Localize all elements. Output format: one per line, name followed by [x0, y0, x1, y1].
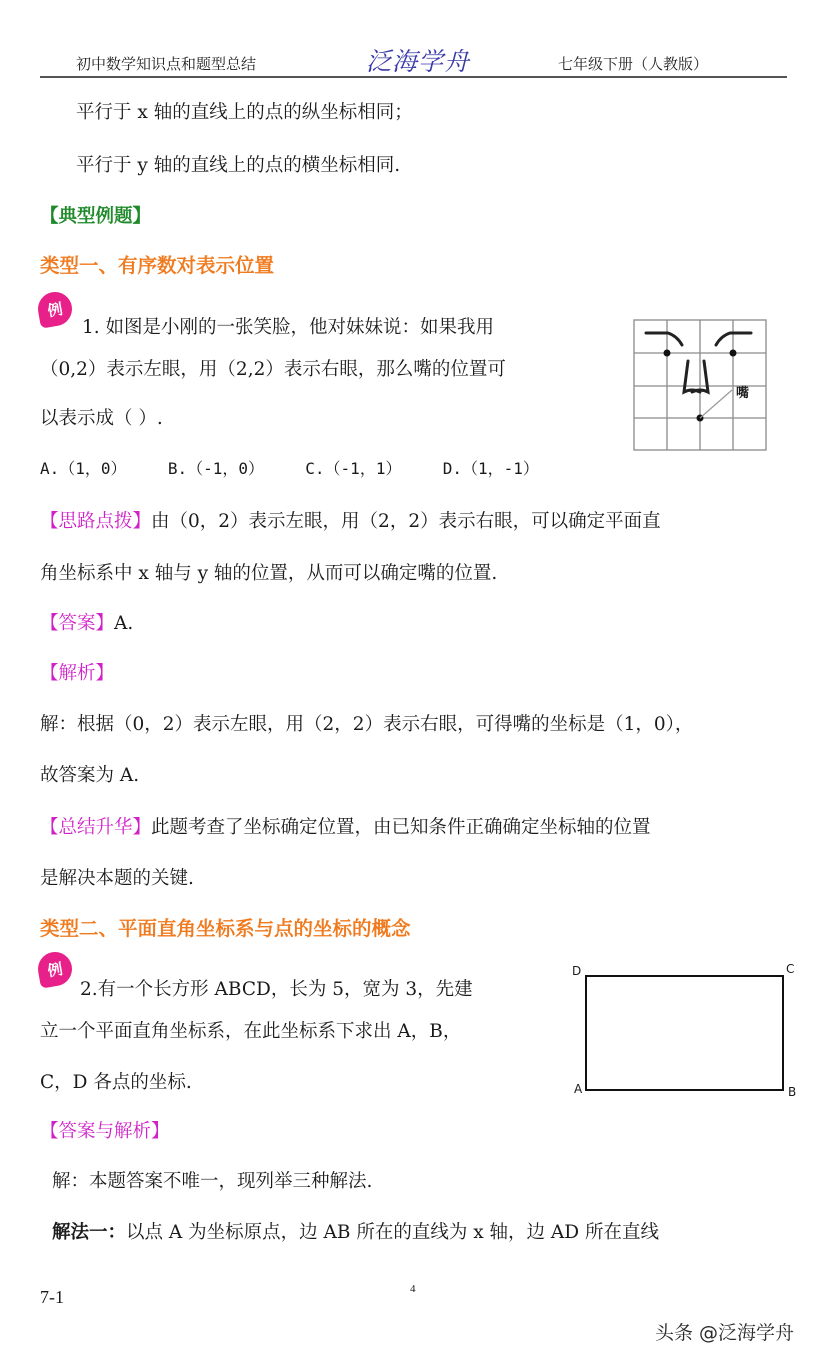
rectangle-abcd-figure [570, 960, 800, 1100]
solution-intro: 解：本题答案不唯一，现列举三种解法. [52, 1171, 373, 1192]
analysis-label: 【解析】 [40, 663, 115, 684]
mouth-label: 嘴 [736, 386, 750, 401]
vertex-a-label: A [574, 1082, 583, 1096]
vertex-d-label: D [572, 964, 582, 978]
answer-value: A. [114, 613, 134, 634]
vertex-b-label: B [788, 1085, 797, 1099]
header-logo: 泛海学舟 [366, 47, 471, 76]
q1-options [40, 456, 539, 479]
method1-label: 解法一： [52, 1222, 127, 1243]
q1-line-2: （0,2）表示左眼，用（2,2）表示右眼，那么嘴的位置可 [40, 359, 506, 380]
example-badge-icon: 例 [35, 949, 74, 988]
hint-line-1: 【思路点拨】由（0，2）表示左眼，用（2，2）表示右眼，可以确定平面直 [40, 511, 661, 532]
watermark: 头条 @泛海学舟 [655, 1322, 795, 1344]
type2-title: 类型二、平面直角坐标系与点的坐标的概念 [40, 917, 411, 940]
summary-line-1: 【总结升华】此题考查了坐标确定位置，由已知条件正确确定坐标轴的位置 [40, 817, 651, 838]
intro-line-1: 平行于 x 轴的直线上的点的纵坐标相同； [76, 102, 413, 123]
q2-line-2: 立一个平面直角坐标系，在此坐标系下求出 A，B， [40, 1021, 462, 1042]
header-grade: 七年级下册（人教版） [558, 55, 709, 73]
type1-title: 类型一、有序数对表示位置 [40, 254, 275, 277]
header-divider [40, 76, 787, 78]
q1-line-3: 以表示成（ ）. [40, 408, 163, 429]
q2-line-3: C，D 各点的坐标. [40, 1072, 192, 1093]
q1-line-1: 1. 如图是小刚的一张笑脸，他对妹妹说：如果我用 [82, 317, 495, 338]
header-subject: 初中数学知识点和题型总结 [76, 55, 257, 73]
footer-code: 7-1 [40, 1287, 64, 1307]
hint-label: 【思路点拨】 [40, 511, 152, 532]
analysis-line-2: 故答案为 A. [40, 765, 140, 786]
option-d[interactable]: D.（1，-1） [442, 459, 539, 478]
option-a[interactable]: A.（1，0） [40, 459, 127, 478]
option-b[interactable]: B.（-1，0） [167, 459, 264, 478]
section-title: 【典型例题】 [40, 206, 152, 227]
vertex-c-label: C [786, 962, 795, 976]
analysis-line-1: 解：根据（0，2）表示左眼，用（2，2）表示右眼，可得嘴的坐标是（1，0）， [40, 714, 694, 735]
intro-line-2: 平行于 y 轴的直线上的点的横坐标相同. [76, 155, 401, 176]
answer-line [40, 609, 133, 635]
summary-line-2: 是解决本题的关键. [40, 868, 194, 889]
answer-analysis-label: 【答案与解析】 [40, 1121, 170, 1142]
example-badge-icon: 例 [35, 289, 74, 328]
hint-line-2: 角坐标系中 x 轴与 y 轴的位置，从而可以确定嘴的位置. [40, 563, 498, 584]
smiley-face-figure [632, 318, 768, 452]
method1-line: 解法一：以点 A 为坐标原点，边 AB 所在的直线为 x 轴，边 AD 所在直线 [52, 1222, 660, 1243]
q2-line-1: 2.有一个长方形 ABCD，长为 5，宽为 3，先建 [80, 979, 473, 1000]
option-c[interactable]: C.（-1，1） [305, 459, 402, 478]
page-number: 4 [410, 1283, 416, 1295]
summary-label: 【总结升华】 [40, 817, 152, 838]
answer-label: 【答案】 [40, 613, 115, 634]
